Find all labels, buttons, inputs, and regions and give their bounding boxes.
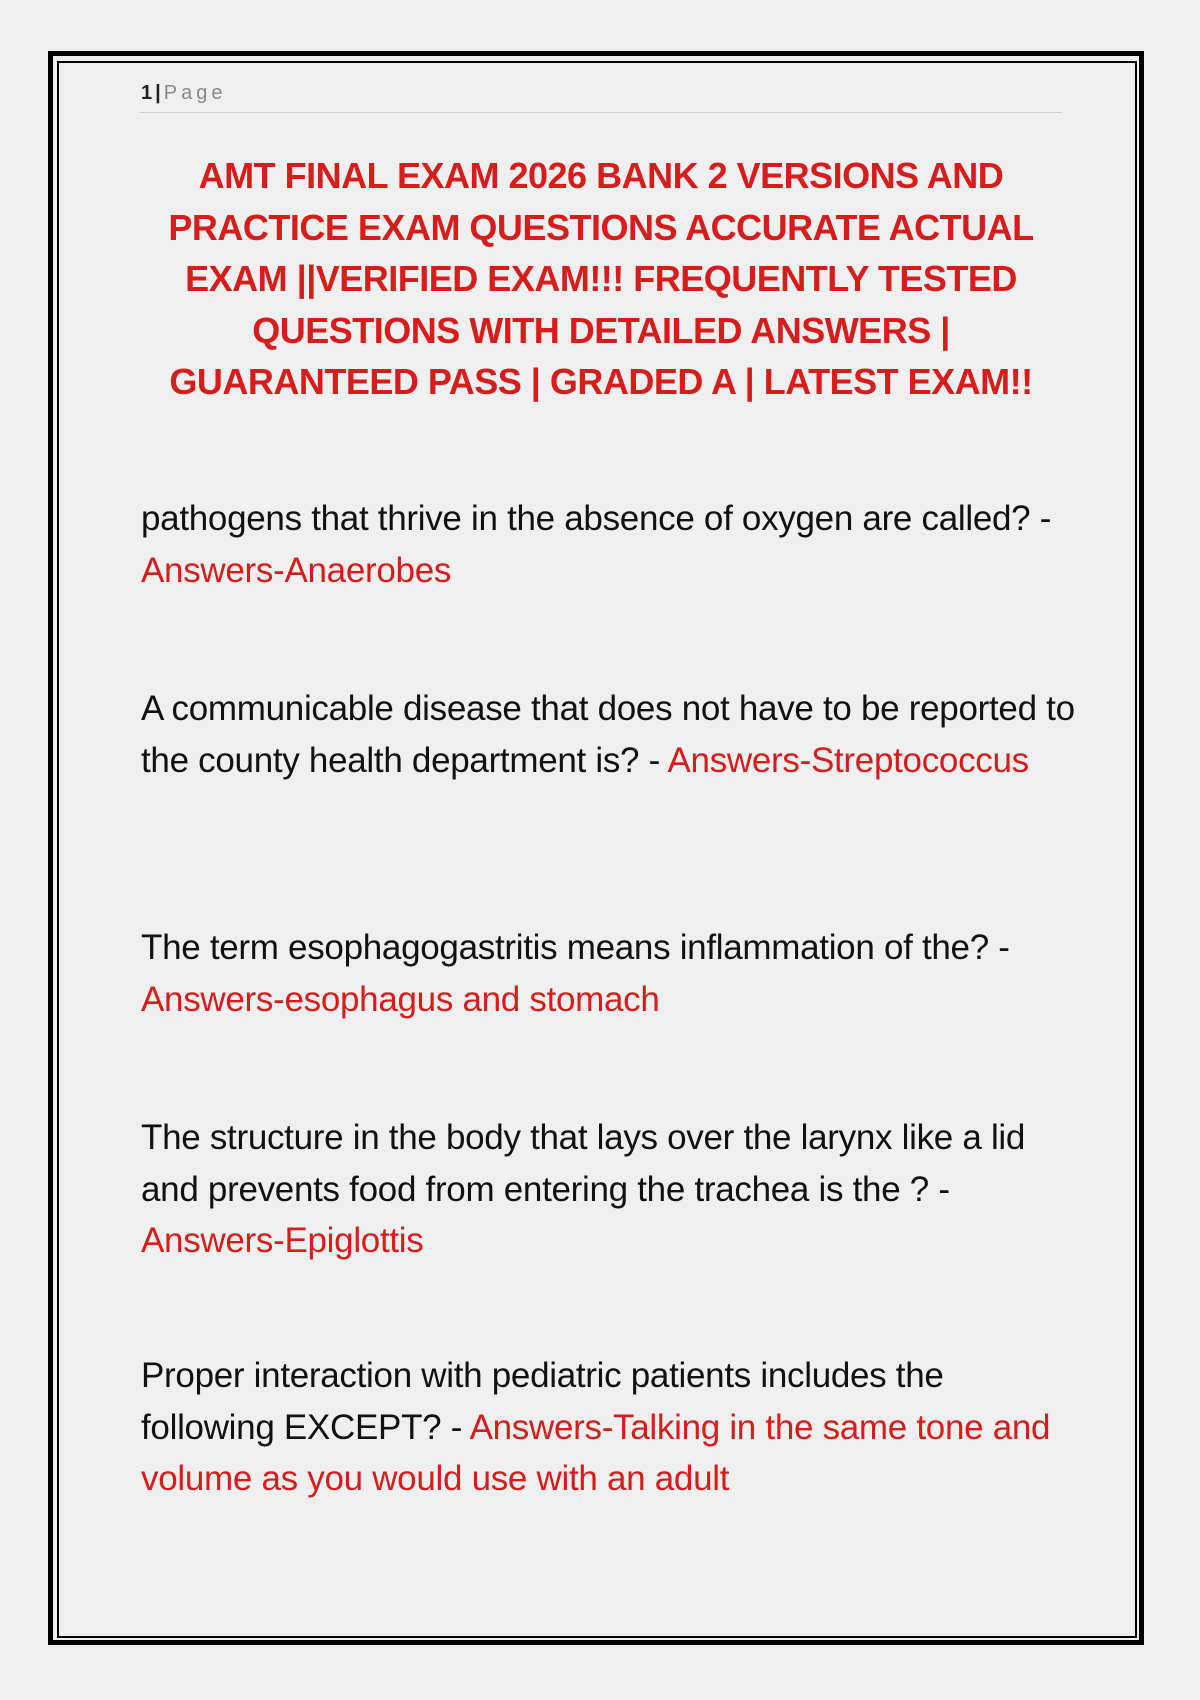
- question-text: Proper interaction with pediatric patients includes the following EXCEPT? -: [141, 1356, 944, 1447]
- question-text: pathogens that thrive in the absence of oxygen are called? -: [141, 499, 1052, 538]
- page-number-label: [141, 82, 226, 105]
- document-title: AMT FINAL EXAM 2026 BANK 2 VERSIONS AND PRACTICE EXAM QUESTIONS ACCURATE ACTUAL EXAM ||VERIFIED EXAM!!! FREQUENTLY TESTED QUESTIONS WITH DETAILED ANSWERS | GUARANTEED PASS | GRADED A | LATEST EXAM!!: [168, 155, 1034, 402]
- qa-item: [141, 1112, 1081, 1267]
- answer-text: Answers-esophagus and stomach: [141, 979, 660, 1019]
- answer-text: Answers-Anaerobes: [141, 550, 452, 590]
- answer-text: Answers-Streptococcus: [667, 740, 1029, 780]
- qa-item: [141, 493, 1081, 596]
- qa-item: [141, 922, 1081, 1025]
- page-number: 1: [141, 82, 153, 104]
- question-text: A communicable disease that does not have to be reported to the county health department is? -: [141, 689, 1075, 780]
- qa-item: [141, 1350, 1081, 1505]
- qa-item: [141, 683, 1081, 786]
- answer-text: Answers-Talking in the same tone and volume as you would use with an adult: [141, 1407, 1051, 1498]
- question-text: The structure in the body that lays over the larynx like a lid and prevents food from entering the trachea is the ? -: [141, 1118, 1026, 1209]
- answer-text: Answers-Epiglottis: [141, 1221, 424, 1260]
- page-separator: |: [155, 82, 161, 104]
- question-text: The term esophagogastritis means inflammation of the? -: [141, 928, 1010, 967]
- page-header: [140, 80, 1062, 113]
- page-word: Page: [163, 82, 227, 104]
